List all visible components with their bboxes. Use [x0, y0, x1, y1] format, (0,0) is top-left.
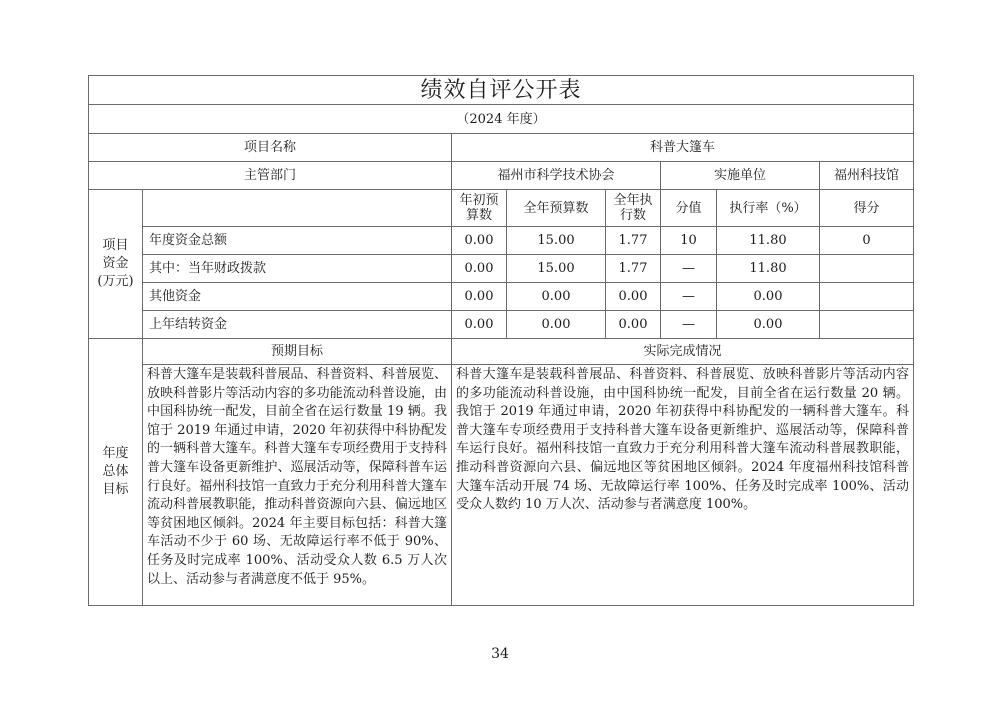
- goals-group-label: [89, 339, 143, 606]
- table-row: [89, 311, 914, 339]
- score-value-cell: 10: [661, 227, 717, 255]
- project-name-label: 项目名称: [89, 134, 452, 162]
- goals-group-line: 目标: [102, 482, 129, 497]
- header-line: 全年执: [613, 193, 653, 208]
- annual-budget-cell: 0.00: [507, 311, 606, 339]
- initial-budget-cell: 0.00: [452, 227, 507, 255]
- col-header-executed: [606, 190, 661, 227]
- funds-group-line: 资金: [102, 256, 129, 271]
- score-cell: [820, 311, 914, 339]
- annual-budget-cell: 0.00: [507, 283, 606, 311]
- actual-completion-header: 实际完成情况: [452, 339, 914, 365]
- project-name-value: 科普大篷车: [452, 134, 914, 162]
- initial-budget-cell: 0.00: [452, 255, 507, 283]
- score-cell: [820, 255, 914, 283]
- header-line: 年初预: [459, 193, 499, 208]
- funds-group-line: (万元): [97, 274, 134, 289]
- table-row: [89, 255, 914, 283]
- exec-rate-cell: 11.80: [717, 255, 820, 283]
- impl-unit-value: 福州科技馆: [820, 162, 914, 190]
- fund-row-label: 其中：当年财政拨款: [143, 255, 452, 283]
- score-cell: [820, 283, 914, 311]
- col-header-score: 得分: [820, 190, 914, 227]
- exec-rate-cell: 0.00: [717, 311, 820, 339]
- year-label: （2024 年度）: [89, 105, 914, 134]
- dept-value: 福州市科学技术协会: [452, 162, 661, 190]
- exec-rate-cell: 0.00: [717, 283, 820, 311]
- executed-cell: 1.77: [606, 227, 661, 255]
- actual-completion-text: 科普大篷车是装载科普展品、科普资料、科普展览、放映科普影片等活动内容的多功能流动科普设施，由中国科协统一配发，目前全省在运行数量 20 辆。我馆于 2019 年通过申请，2020 年初获得中科协配发的一辆科普大篷车。科普大篷车专项经费用于支持科普大篷车设备更新维护、巡展活动等，保障科普车运行良好。福州科技馆一直致力于充分利用科普大篷车流动科普展教职能，推动科普资源向六县、偏远地区等贫困地区倾斜。2024 年度福州科技馆科普大篷车活动开展 74 场、无故障运行率 100%、任务及时完成率 100%、活动受众人数约 10 万人次、活动参与者满意度 100%。: [452, 365, 914, 606]
- initial-budget-cell: 0.00: [452, 311, 507, 339]
- document-title: 绩效自评公开表: [89, 76, 914, 105]
- funds-blank-header: [143, 190, 452, 227]
- goals-group-line: 年度: [102, 446, 129, 461]
- exec-rate-cell: 11.80: [717, 227, 820, 255]
- expected-goal-text: 科普大篷车是装载科普展品、科普资料、科普展览、放映科普影片等活动内容的多功能流动科普设施，由中国科协统一配发，目前全省在运行数量 19 辆。我馆于 2019 年通过申请，2020 年初获得中科协配发的一辆科普大篷车。科普大篷车专项经费用于支持科普大篷车设备更新维护、巡展活动等，保障科普车运行良好。福州科技馆一直致力于充分利用科普大篷车流动科普展教职能，推动科普资源向六县、偏远地区等贫困地区倾斜。2024 年主要目标包括：科普大篷车活动不少于 60 场、无故障运行率不低于 90%、任务及时完成率 100%、活动受众人数 6.5 万人次以上、活动参与者满意度不低于 95%。: [143, 365, 452, 606]
- table-row: [89, 227, 914, 255]
- col-header-exec-rate: 执行率（%）: [717, 190, 820, 227]
- expected-goal-header: 预期目标: [143, 339, 452, 365]
- executed-cell: 0.00: [606, 311, 661, 339]
- table-row: [89, 283, 914, 311]
- col-header-annual-budget: 全年预算数: [507, 190, 606, 227]
- score-cell: 0: [820, 227, 914, 255]
- score-value-cell: —: [661, 283, 717, 311]
- fund-row-label: 年度资金总额: [143, 227, 452, 255]
- page-number: 34: [491, 646, 509, 662]
- score-value-cell: —: [661, 255, 717, 283]
- initial-budget-cell: 0.00: [452, 283, 507, 311]
- annual-budget-cell: 15.00: [507, 227, 606, 255]
- fund-row-label: 其他资金: [143, 283, 452, 311]
- executed-cell: 1.77: [606, 255, 661, 283]
- header-line: 算数: [465, 208, 492, 223]
- score-value-cell: —: [661, 311, 717, 339]
- header-line: 行数: [619, 208, 646, 223]
- executed-cell: 0.00: [606, 283, 661, 311]
- col-header-score-value: 分值: [661, 190, 717, 227]
- annual-budget-cell: 15.00: [507, 255, 606, 283]
- impl-unit-label: 实施单位: [661, 162, 820, 190]
- performance-self-evaluation-table: [88, 75, 914, 606]
- goals-group-line: 总体: [102, 464, 129, 479]
- col-header-initial-budget: [452, 190, 507, 227]
- dept-label: 主管部门: [89, 162, 452, 190]
- funds-group-label: [89, 190, 143, 339]
- funds-group-line: 项目: [102, 238, 129, 253]
- fund-row-label: 上年结转资金: [143, 311, 452, 339]
